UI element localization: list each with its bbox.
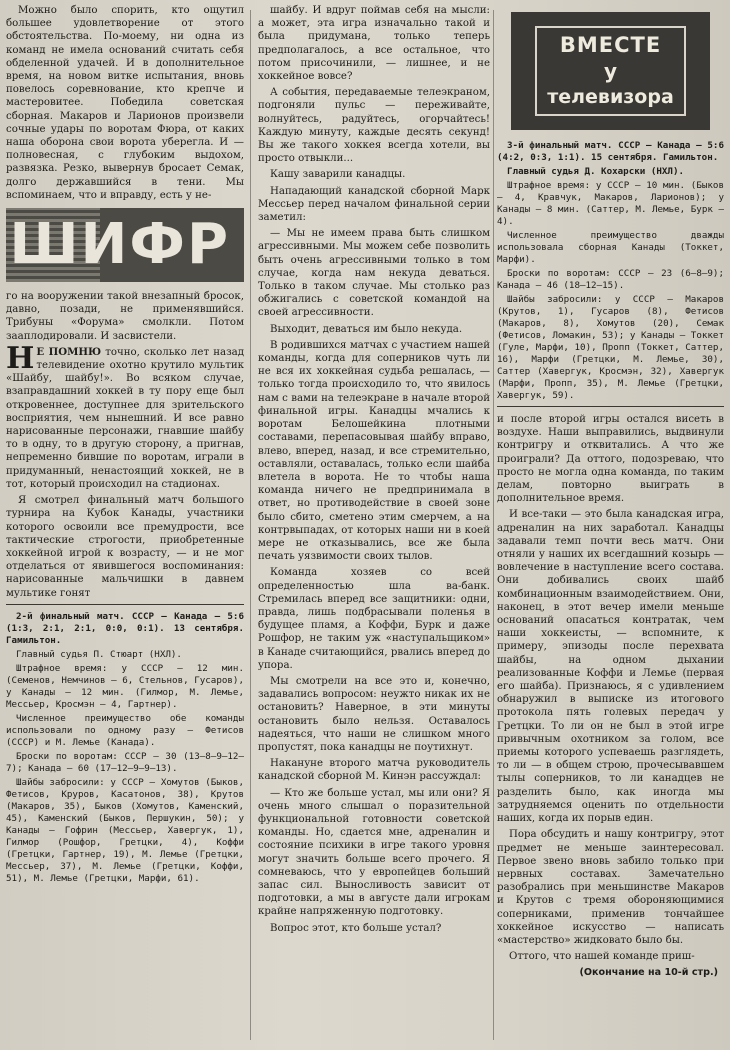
paragraph: Нападающий канадской сборной Марк Мессьер перед началом финальной серии заметил: xyxy=(258,185,490,224)
paragraph: В родившихся матчах с участием нашей команды, когда для соперников чуть ли не вся их хоккейная судьба решалась, — только тогда происходило то, что явилось нам с вами на телеэкране в начале второй финальной игры. Канадцы мчались к воротам Белошейкина плотными составами, перепасовывая шайбу вправо, влево, вперед, назад, и все стремительно, оставляли, оставалась, только если шайба влетела в ворота. Не то чтобы наша команда ничего не предпринимала в ответ, но противодействие в своей зоне было сбито, сметено этим смерчем, а на контрвыпадах, от которых наши ни в коей мере не отказывались, все же была печать уязвимости своих тылов. xyxy=(258,339,490,563)
protocol-line: Шайбы забросили: у СССР — Макаров (Крутов, 1), Гусаров (8), Фетисов (Макаров, 8), Хомутов (20), Семак (Фетисов, Ломакин, 53); у Канады — Токкет (Гуле, Марфи, 10), Пропп (Токкет, Саттер, 16), Марфи (Гретцки, М. Лемье, 30), Саттер (Хавергук, Кросмэн, 32), Хавергук (Марфи, Пропп, 35), М. Лемье (Гретцки, Хавергук, 59). xyxy=(497,294,724,401)
shifr-banner xyxy=(6,208,244,282)
protocol-heading: 3-й финальный матч. СССР — Канада — 5:6 (4:2, 0:3, 1:1). 15 сентября. Гамильтон. xyxy=(497,140,724,163)
paragraph: Вопрос этот, кто больше устал? xyxy=(270,922,442,934)
paragraph: Выходит, деваться им было некуда. xyxy=(270,323,463,335)
paragraph: А события, передаваемые телеэкраном, подгоняли пульс — переживайте, волнуйтесь, радуйтесь, огорчайтесь! Каждую минуту, каждые десять секунд! Вы же такого хоккея всегда хотели, вы просто отвыкли... xyxy=(258,87,490,165)
protocol-line: Штрафное время: у СССР — 10 мин. (Быков — 4, Кравчук, Макаров, Ларионов); у Канады — 8 мин. (Саттер, М. Лемье, Бурк — 4). xyxy=(497,180,724,227)
paragraph: И все-таки — это была канадская игра, адреналин на них заработал. Канадцы задавали темп почти весь матч. Они отняли у наших их всегдашний козырь — вовлечение в наступление всего состава. Они добивались своих шайб комбинационным взаимодействием. Они, наконец, в этот вечер имели меньше оснований опасаться контратак, чем наши хоккеисты, — вспомните, к примеру, эпизоды после перехвата шайбы, на одном дыхании реализованные Коффи и Лемье (первая его шайба). Признаюсь, я с удивлением обнаружил в выписке из итогового протокола пять голевых передач у Гретцки. То ли он не был в этой игре привычным охотником за голом, все приемы которого успеваешь разглядеть, то ли — в общем строю, прочесывавшем тылы соперников, то ли канадцев не разделить было, как иногда мы затрудняемся оценить по отдельности наших, когда их порыв един. xyxy=(497,509,724,825)
protocol-line: Шайбы забросили: у СССР — Хомутов (Быков, Фетисов, Круров, Касатонов, 38), Крутов (Макаров, 35), Быков (Хомутов, Каменский, 45), Каменский (Быков, Першукин, 50); у Канады — Гофрин (Мессьер, Хавергук, 1), Гилмор (Рошфор, Гретцки, 4), Коффи (Гретцки, Гартнер, 19), М. Лемье (Гретцки, Мессьер, 37), М. Лемье (Гретцки, Коффи, 51), М. Лемье (Гретцки, Марфи, 61). xyxy=(6,776,244,884)
separator-rule xyxy=(6,604,244,605)
quote: — Кто же больше устал, мы или они? Я очень много слышал о поразительной функциональной готовности советской команды. Но, сдается мне, адреналин и состояние психики в игре такого уровня могут значить больше всего прочего. Я сомневаюсь, что у европейцев больший запас сил. Выносливость зависит от подготовки, а мы в августе дали игрокам крайне напряженную подготовку. xyxy=(258,787,490,918)
lead-words: Е ПОМНЮ xyxy=(36,345,102,358)
match-protocol-2 xyxy=(6,611,244,885)
paragraph: шайбу. И вдруг поймав себя на мысли: а может, эта игра изначально такой и была придумана, только теперь предполагалось, а все остальное, что потом присочинили, — лишнее, и не хоккейное вовсе? xyxy=(258,5,490,83)
match-protocol-3 xyxy=(497,140,724,402)
protocol-line: Штрафное время: у СССР — 12 мин. (Семенов, Немчинов — 6, Стельнов, Гуcаров), у Канады — 12 мин. (Гилмор, М. Лемье, Мессьер, Кросмэн — 4, Гартнер). xyxy=(6,662,244,710)
protocol-line: Броски по воротам: СССР — 30 (13—8—9—12—7); Канада — 60 (17—12—9—9—13). xyxy=(6,750,244,774)
paragraph: Оттого, что нашей команде приш- xyxy=(509,951,695,963)
paragraph: Мы смотрели на все это и, конечно, задавались вопросом: неужто никак их не остановить? Наверное, в эти минуты остановить было нельзя. Оставалось надеяться, что наши не слишком много пропустят, пока канадцы не поутихнут. xyxy=(258,675,490,753)
vmeste-line: телевизора xyxy=(547,86,674,108)
dropcap-letter: Н xyxy=(6,340,35,376)
vmeste-heading-box xyxy=(511,12,710,130)
separator-rule xyxy=(497,406,724,407)
vmeste-line: у xyxy=(603,59,618,83)
column-divider xyxy=(250,10,251,1040)
protocol-line: Численное преимущество обе команды использовали по одному разу — Фетисов (СССР) и М. Лемье (Канада). xyxy=(6,712,244,748)
vmeste-frame xyxy=(535,26,686,116)
vmeste-line: ВМЕСТЕ xyxy=(559,33,662,57)
paragraph: Можно было спорить, кто ощутил большее удовлетворение от этого обстоятельства. По-моему, ни одна из команд не имела оснований считать себя обделенной удачей. И в дополнительное время, на новом витке испытания, вновь повелось соревнование, кто крепче и мастеровитее. Победила советская сборная. Макаров и Ларионов произвели сочные удары по воротам Фюра, от каких наша оборона свои ворота уберегла. И — полновесная, с глубоким выдохом, развязка. Резко, вывернув бросает Семак, долго державшийся в тени. Мы вспоминаем, что и вправду, есть у не- xyxy=(6,5,244,201)
quote: — Мы не имеем права быть слишком агрессивными. Мы можем себе позволить быть очень агрессивными только в том случае, когда нам некуда деваться. Только в таком случае. Мы столько раз обжигались с советской командой на своей агрессивности. xyxy=(258,228,490,319)
paragraph: Я смотрел финальный матч большого турнира на Кубок Канады, участники которого освоили все премудрости, все тактические строгости, приобретенные хоккейной игрой к возрасту, — и не мог отделаться от явившегося воспоминания: нарисованные мальчишки в давнем мультике гонят xyxy=(6,495,244,599)
protocol-line: Главный судья Д. Кохарски (НХЛ). xyxy=(507,166,685,177)
paragraph: и после второй игры остался висеть в воздухе. Наши выправились, выдвинули контригру и отквитались. А что же проиграли? Да оттого, подозреваю, что просто не могла одна команда, по таким делам, повторно выиграть в дополнительное время. xyxy=(497,414,724,505)
protocol-line: Численное преимущество дважды использовала сборная Канады (Токкет, Марфи). xyxy=(497,230,724,265)
column-divider xyxy=(493,10,494,1040)
dropcap-paragraph xyxy=(6,340,244,491)
paragraph: го на вооружении такой внезапный бросок, давно, позади, не применявшийся. Трибуны «Форума» смолкли. Потом зааплодировали. И засвистели. xyxy=(6,291,244,342)
paragraph: Пора обсудить и нашу контригру, этот предмет не меньше заинтересовал. Первое звено вновь забило только при нервных составах. Замечательно разобрались при меньшинстве Макаров и Крутов с тремя обороняющимися соперниками, применив тончайшее хоккейное искусство — написать «мастерство» жидковато было бы. xyxy=(497,829,724,946)
column-1 xyxy=(6,4,244,1044)
column-3 xyxy=(497,4,724,1044)
paragraph: Команда хозяев со всей определенностью шла ва-банк. Стремилась вперед все защитники: одни, правда, лишь подбрасывали поленья в будущее пламя, а Коффи, Бурк и даже Рошфор, не таким уж «наступальщиком» в Канаде считающийся, рвались вперед до упора. xyxy=(258,567,490,671)
paragraph: Кашу заварили канадцы. xyxy=(270,169,406,181)
column-2 xyxy=(258,4,490,1044)
protocol-heading: 2-й финальный матч. СССР — Канада — 5:6 (1:3, 2:1, 2:1, 0:0, 0:1). 13 сентября. Гамильтон. xyxy=(6,610,244,646)
paragraph: Накануне второго матча руководитель канадской сборной М. Кинэн рассуждал: xyxy=(258,758,490,783)
paragraph-text: точно, сколько лет назад телевидение охотно крутило мультик «Шайбу, шайбу!». Во всяком случае, взаправдашний хоккей в ту пору еще был откровеннее, доступнее для зрительского восприятия, чем нынешний. И все равно нарисованные персонажи, гнавшие шайбу то в одну, то в другую сторону, а пригнав, непременно бившие по воротам, играли в придуманный, ненастоящий хоккей, не в тот, который происходил на стадионах. xyxy=(6,346,244,490)
banner-title: ШИФР xyxy=(9,212,230,278)
continuation-note: (Окончание на 10-й стр.) xyxy=(579,967,718,979)
protocol-line: Броски по воротам: СССР — 23 (6—8—9); Канада — 46 (18—12—15). xyxy=(497,268,724,291)
protocol-line: Главный судья П. Стюарт (НХЛ). xyxy=(16,648,182,660)
